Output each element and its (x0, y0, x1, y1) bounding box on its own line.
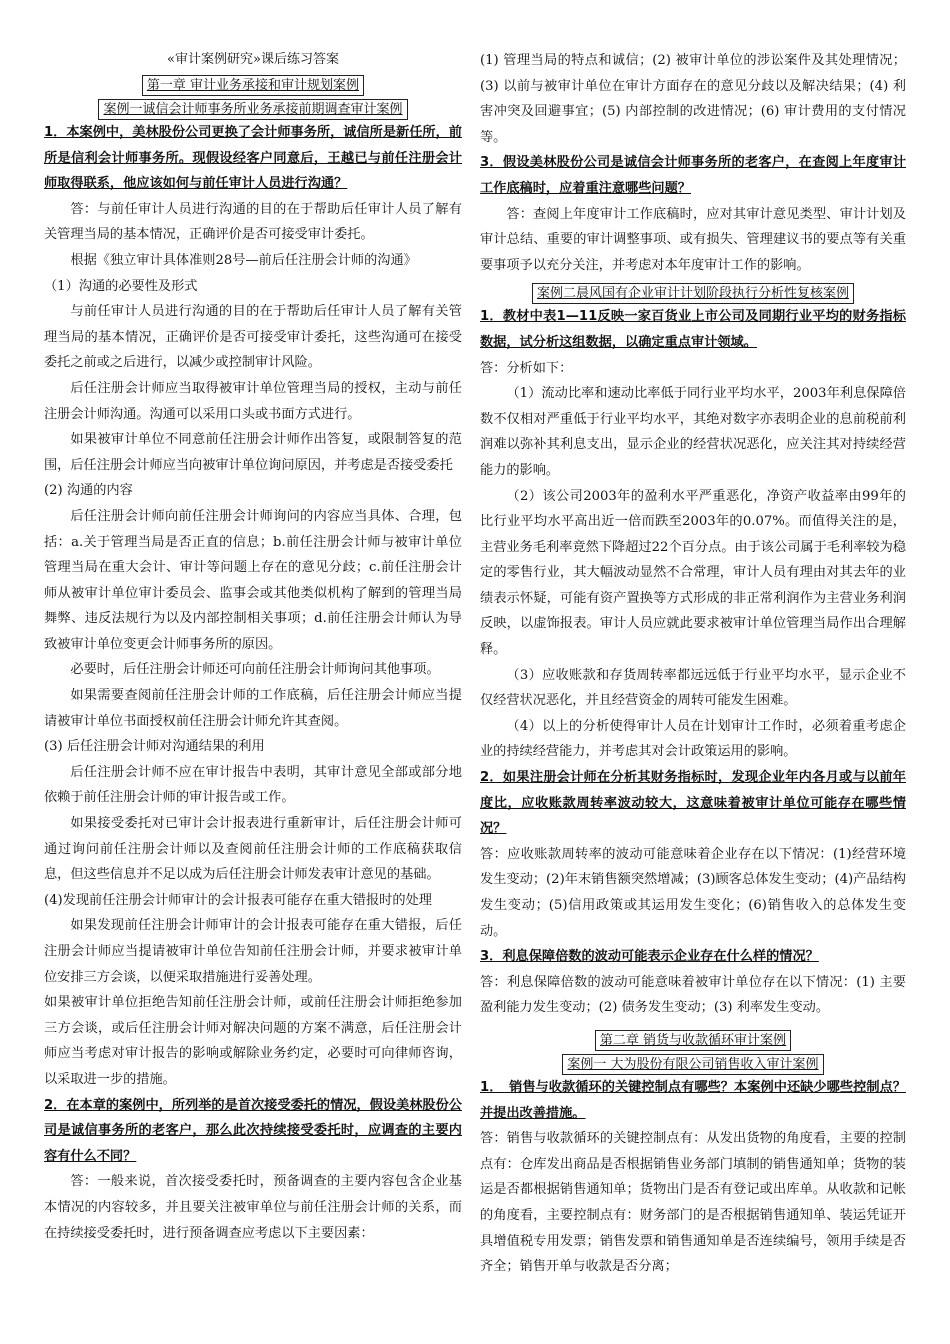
answer-paragraph: 与前任审计人员进行沟通的目的在于帮助后任审计人员了解有关管理当局的基本情况，正确评价是否可接受审计委托，这些沟通可在接受委托之前或之后进行，以减少或控制审计风险。 (44, 304, 462, 371)
answer-paragraph: 后任注册会计师不应在审计报告中表明，其审计意见全部或部分地依赖于前任注册会计师的审计报告或工作。 (44, 764, 462, 806)
answer-subheading: (3) 后任注册会计师对沟通结果的利用 (44, 739, 265, 755)
answer-paragraph: 如果接受委托对已审计会计报表进行重新审计，后任注册会计师可通过询问前任注册会计师以及查阅前任注册会计师的工作底稿获取信息，但这些信息并不足以成为后任注册会计师发表审计意见的基础。 (44, 816, 462, 883)
chapter-heading-wrap (44, 72, 462, 96)
question-4: 1．教材中表1—11反映一家百货业上市公司及同期行业平均的财务指标数据，试分析这组数据，以确定重点审计领域。 (480, 309, 906, 350)
case-heading-wrap (44, 96, 462, 120)
question-3: 3．假设美林股份公司是诚信会计师事务所的老客户，在查阅上年度审计工作底稿时，应着重注意哪些问题？ (480, 155, 906, 196)
answer-subheading: （1）沟通的必要性及形式 (44, 278, 198, 294)
case-1-heading: 案例一诚信会计师事务所业务承接前期调查审计案例 (98, 99, 407, 120)
answer-paragraph: 答：销售与收款循环的关键控制点有：从发出货物的角度看，主要的控制点有：仓库发出商品是否根据销售业务部门填制的销售通知单；货物的装运是否都根据销售通知单；货物出门是否有登记或出库单。从收款和记帐的角度看，主要控制点有：财务部门的是否根据销售通知单、装运凭证开具增值税专用发票；销售发票和销售通知单是否连续编号，领用手续是否齐全；销售开单与收款是否分离； (480, 1131, 906, 1275)
question-7: 1． 销售与收款循环的关键控制点有哪些？本案例中还缺少哪些控制点？并提出改善措施。 (480, 1079, 906, 1121)
question-1: 1．本案例中，美林股份公司更换了会计师事务所，诚信所是新任所，前所是信利会计师事务所。现假设经客户同意后，王越已与前任注册会计师取得联系，他应该如何与前任审计人员进行沟通？ (44, 125, 462, 192)
answer-paragraph: （1）流动比率和速动比率低于同行业平均水平，2003年利息保障倍数不仅相对严重低于行业平均水平，其绝对数字亦表明企业的息前税前利润难以弥补其利息支出，显示企业的经营状况恶化，应关注其对持续经营能力的影响。 (480, 386, 906, 478)
question-5: 2．如果注册会计师在分析其财务指标时，发现企业年内各月或与以前年度比，应收账款周转率波动较大，这意味着被审计单位可能存在哪些情况？ (480, 770, 906, 837)
answer-paragraph: 答：与前任审计人员进行沟通的目的在于帮助后任审计人员了解有关管理当局的基本情况，正确评价是否可接受审计委托。 (44, 201, 462, 243)
document-title: «审计案例研究»课后练习答案 (167, 52, 339, 67)
right-column (480, 48, 906, 1280)
answer-paragraph: 答：一般来说，首次接受委托时，预备调查的主要内容包含企业基本情况的内容较多，并且要关注被审单位与前任注册会计师的关系，而在持续接受委托时，进行预备调查应考虑以下主要因素： (44, 1174, 462, 1241)
question-6: 3．利息保障倍数的波动可能表示企业存在什么样的情况？ (480, 949, 819, 965)
case-heading-wrap (480, 280, 906, 304)
answer-paragraph: 答：应收账款周转率的波动可能意味着企业存在以下情况：(1)经营环境发生变动；(2)年末销售额突然增减；(3)顾客总体发生变动；(4)产品结构发生变动；(5)信用政策或其运用发生变化；(6)销售收入的总体发生变动。 (480, 846, 906, 939)
answer-paragraph: （3）应收账款和存货周转率都远远低于行业平均水平，显示企业不仅经营状况恶化，并且经营资金的周转可能发生困难。 (480, 667, 906, 709)
answer-paragraph: 必要时，后任注册会计师还可向前任注册会计师询问其他事项。 (70, 662, 440, 678)
answer-paragraph: 答：利息保障倍数的波动可能意味着被审计单位存在以下情况：(1) 主要盈利能力发生变动；(2) 债务发生变动；(3) 利率发生变动。 (480, 974, 906, 1016)
document-page (40, 48, 910, 1338)
answer-subheading: (4)发现前任注册会计师审计的会计报表可能存在重大错报时的处理 (44, 892, 432, 908)
answer-paragraph: （2）该公司2003年的盈利水平严重恶化，净资产收益率由99年的比行业平均水平高出近一倍而跌至2003年的0.07%。而值得关注的是，主营业务毛利率竟然下降超过22个百分点。由于该公司属于毛利率较为稳定的零售行业，其大幅波动显然不合常理，审计人员有理由对其去年的业绩表示怀疑，可能有资产置换等方式形成的非正常利润作为主营业务利润反映，以虚饰报表。审计人员应就此要求被审计单位管理当局作出合理解释。 (480, 488, 906, 658)
answer-paragraph: 如果被审计单位拒绝告知前任注册会计师，或前任注册会计师拒绝参加三方会谈，或后任注册会计师对解决问题的方案不满意，后任注册会计师应当考虑对审计报告的影响或解除业务约定，必要时可向律师咨询，以采取进一步的措施。 (44, 995, 462, 1087)
chapter-1-heading: 第一章 审计业务承接和审计规划案例 (142, 75, 364, 96)
answer-paragraph: 如果需要查阅前任注册会计师的工作底稿，后任注册会计师应当提请被审计单位书面授权前任注册会计师允许其查阅。 (44, 688, 462, 729)
answer-paragraph: 如果发现前任注册会计师审计的会计报表可能存在重大错报，后任注册会计师应当提请被审计单位告知前任注册会计师，并要求被审计单位安排三方会谈，以便采取措施进行妥善处理。 (44, 918, 462, 985)
case-heading-wrap (480, 1051, 906, 1075)
chapter-heading-wrap (480, 1027, 906, 1051)
answer-paragraph: (1) 管理当局的特点和诚信；(2) 被审计单位的涉讼案件及其处理情况；(3) 以前与被审计单位在审计方面存在的意见分歧以及解决结果；(4) 利害冲突及回避事宜；(5) 内部控制的改进情况；(6) 审计费用的支付情况等。 (480, 53, 906, 145)
case-3-heading: 案例一 大为股份有限公司销售收入审计案例 (562, 1054, 823, 1075)
answer-paragraph: 如果被审计单位不同意前任注册会计师作出答复，或限制答复的范围，后任注册会计师应当向被审计单位询问原因，并考虑是否接受委托 (44, 432, 462, 473)
answer-paragraph: 后任注册会计师向前任注册会计师询问的内容应当具体、合理，包括：a.关于管理当局是否正直的信息；b.前任注册会计师与被审计单位管理当局在重大会计、审计等问题上存在的意见分歧；c.前任注册会计师从被审计单位审计委员会、监事会或其他类似机构了解到的管理当局舞弊、违反法规行为以及内部控制相关事项；d.前任注册会计师认为导致被审计单位变更会计师事务所的原因。 (44, 508, 462, 652)
answer-paragraph: 答：分析如下： (480, 360, 573, 376)
answer-subheading: (2) 沟通的内容 (44, 483, 133, 499)
chapter-2-heading: 第二章 销货与收款循环审计案例 (595, 1030, 791, 1051)
answer-paragraph: 后任注册会计师应当取得被审计单位管理当局的授权，主动与前任注册会计师沟通。沟通可以采用口头或书面方式进行。 (44, 380, 462, 422)
question-2: 2．在本章的案例中，所列举的是首次接受委托的情况，假设美林股份公司是诚信事务所的老客户，那么此次持续接受委托时，应调查的主要内容有什么不同？ (44, 1097, 462, 1164)
answer-paragraph: （4）以上的分析使得审计人员在计划审计工作时，必须着重考虑企业的持续经营能力，并考虑其对会计政策运用的影响。 (480, 718, 906, 760)
left-column (44, 48, 462, 1246)
answer-paragraph: 根据《独立审计具体准则28号—前后任注册会计师的沟通》 (70, 252, 417, 268)
case-2-heading: 案例二晨风国有企业审计计划阶段执行分析性复核案例 (532, 283, 854, 304)
answer-paragraph: 答：查阅上年度审计工作底稿时，应对其审计意见类型、审计计划及审计总结、重要的审计调整事项、或有损失、管理建议书的要点等有关重要事项予以充分关注，并考虑对本年度审计工作的影响。 (480, 206, 906, 273)
